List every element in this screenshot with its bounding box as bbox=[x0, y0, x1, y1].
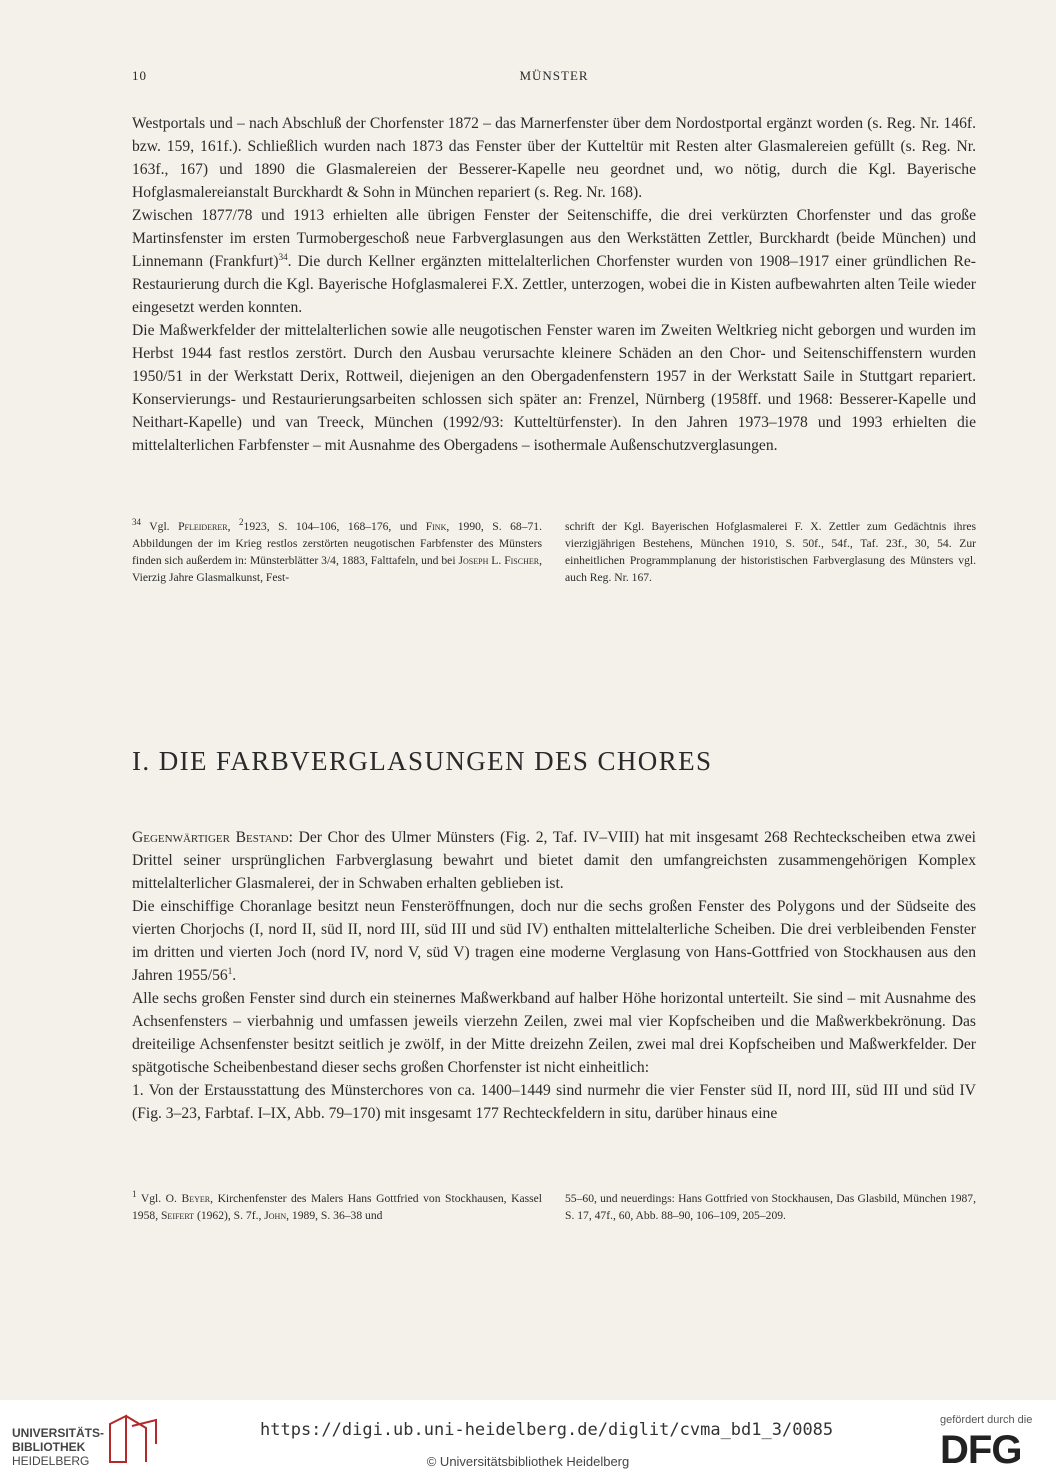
author-name: Beyer bbox=[181, 1192, 211, 1205]
paragraph: Zwischen 1877/78 und 1913 erhielten alle übrigen Fenster der Seitenschiffe, die drei verkürzten Chorfenster und das große Martinsfenster im ersten Turmobergeschoß neue Farbverglasungen aus den Werkstätten Zettler, Burckhardt (beide München) und Linnemann (Frankfurt)$^{34}$. Die durch Kellner ergänzten mittelalterlichen Chorfenster wurden von 1908–1917 einer gründlichen Re-Restaurierung durch die Kgl. Bayerische Hofglasmalerei F.X. Zettler, unterzogen, wobei die in Kisten aufbewahrten alten Teile wieder eingesetzt werden konnten. bbox=[132, 207, 976, 316]
copyright-notice: © Universitätsbibliothek Heidelberg bbox=[426, 1454, 630, 1469]
text-block-bottom bbox=[132, 826, 976, 1125]
funding-label: gefördert durch die bbox=[940, 1414, 1033, 1426]
author-name: John bbox=[264, 1209, 287, 1222]
viewer-footer bbox=[0, 1400, 1056, 1482]
paragraph: Gegenwärtiger Bestand: Der Chor des Ulmer Münsters (Fig. 2, Taf. IV–VIII) hat mit insgesamt 268 Rechteckscheiben etwa zwei Drittel seiner ursprünglichen Farbverglasung bewahrt und bietet damit den umfangreichsten zusammengehörigen Komplex mittelalterlicher Glasmalerei, der in Schwaben erhalten geblieben ist. bbox=[132, 829, 976, 892]
section-heading: I. DIE FARBVERGLASUNGEN DES CHORES bbox=[132, 746, 713, 776]
author-name: Pfleiderer bbox=[178, 520, 228, 533]
permalink-url[interactable]: https://digi.ub.uni-heidelberg.de/diglit/cvma_bd1_3/0085 bbox=[260, 1420, 834, 1440]
footnote-ref: 34 bbox=[278, 251, 288, 262]
text-block-top bbox=[132, 112, 976, 457]
author-name: Joseph L. Fischer bbox=[458, 554, 540, 567]
author-name: Seifert bbox=[160, 1209, 195, 1222]
paragraph: Die einschiffige Choranlage besitzt neun Fensteröffnungen, doch nur die sechs großen Fenster des Polygons und der Südseite des vierten Chorjochs (I, nord II, süd II, nord III, süd III und süd IV) enthalten mittelalterliche Scheiben. Die drei verbleibenden Fenster im dritten und vierten Joch (nord IV, nord V, süd V) tragen eine moderne Verglasung von Hans-Gottfried von Stockhausen aus den Jahren $1955/56^1$. bbox=[132, 898, 976, 984]
footnote-1-right: 55–60, und neuerdings: Hans Gottfried von Stockhausen, Das Glasbild, München 1987, S. 17, 47f., 60, Abb. 88–90, 106–109, 205–209. bbox=[565, 1192, 976, 1222]
footnote-ref: 1 bbox=[227, 965, 233, 976]
author-name: Fink bbox=[425, 520, 447, 533]
footnote-34-right: schrift der Kgl. Bayerischen Hofglasmalerei F. X. Zettler zum Gedächtnis ihres vierzigjährigen Bestehens, München 1910, S. 50f., 54f., Taf. 23f., 30, 54. Zur einheitlichen Programmplanung der historistischen Farbverglasung des Münsters vgl. auch Reg. Nr. 167. bbox=[565, 520, 976, 584]
dfg-logo[interactable]: DFG bbox=[940, 1428, 1022, 1472]
paragraph: Westportals und – nach Abschluß der Chorfenster 1872 – das Marnerfenster über dem Nordostportal ergänzt worden (s. Reg. Nr. 146f. bzw. 159, 161f.). Schließlich wurden nach 1873 das Fenster über der Kutteltür mit Resten alter Glasmalereien gefüllt (s. Reg. Nr. 163f., 167) und 1890 die Glasmalereien der Besserer-Kapelle neu geordnet und, wo nötig, durch die Kgl. Bayerische Hofglasmalereianstalt Burckhardt & Sohn in München repariert (s. Reg. Nr. 168). bbox=[132, 115, 976, 201]
page-number: 10 bbox=[132, 68, 147, 83]
paragraph: 1. Von der Erstausstattung des Münsterchores von ca. 1400–1449 sind nurmehr die vier Fenster süd II, nord III, süd III und süd IV (Fig. 3–23, Farbtaf. I–IX, Abb. 79–170) mit insgesamt 177 Rechteckfeldern in situ, darüber hinaus eine bbox=[132, 1082, 976, 1122]
footnote-34-left: $^{34}$ Vgl. Pfleiderer, $^2$1923, S. 104–106, 168–176, und Fink, 1990, S. 68–71. Abbildungen der im Krieg restlos zerstörten neugotischen Farbfenster des Münsters finden sich außerdem in: Münsterblätter 3/4, 1883, Falttafeln, und bei Joseph L. Fischer, Vierzig Jahre Glasmalkunst, Fest- bbox=[132, 517, 543, 584]
footnote-1-left: $^1$ Vgl. O. Beyer, Kirchenfenster des Malers Hans Gottfried von Stockhausen, Kassel 1958, Seifert (1962), S. 7f., John, 1989, S. 36–38 und bbox=[132, 1189, 543, 1222]
library-name[interactable]: UNIVERSITÄTS- BIBLIOTHEK HEIDELBERG bbox=[12, 1426, 105, 1468]
footnote-number: 34 bbox=[132, 517, 141, 528]
paragraph: Die Maßwerkfelder der mittelalterlichen sowie alle neugotischen Fenster waren im Zweiten Weltkrieg nicht geborgen und wurden im Herbst 1944 fast restlos zerstört. Durch den Ausbau verursachte kleinere Schäden an den Chor- und Seitenschiffenstern wurden 1950/51 in der Werkstatt Derix, Rottweil, diejenigen an den Obergadenfenstern 1957 in der Werkstatt Saile in Stuttgart repariert. Konservierungs- und Restaurierungsarbeiten schlossen sich später an: Frenzel, Nürnberg (1958ff. und 1968: Besserer-Kapelle und Neithart-Kapelle) und van Treeck, München (1992/93: Kutteltürfenster). In den Jahren 1973–1978 und 1993 erhielten die mittelalterlichen Farbfenster – mit Ausnahme des Obergadens – isothermale Außenschutzverglasungen. bbox=[132, 322, 976, 454]
running-title: MÜNSTER bbox=[519, 68, 589, 83]
footnote-number: 1 bbox=[132, 1189, 137, 1200]
run-in-label: Gegenwärtiger Bestand bbox=[132, 829, 289, 846]
paragraph: Alle sechs großen Fenster sind durch ein steinernes Maßwerkband auf halber Höhe horizontal unterteilt. Sie sind – mit Ausnahme des Achsenfensters – vierbahnig und umfassen jeweils vierzehn Zeilen, zwei mal vier Kopfscheiben und die Maßwerkbekrönung. Das dreiteilige Achsenfenster besitzt seitlich je zwölf, in der Mitte dreizehn Zeilen, zwei mal drei Kopfscheiben und Maßwerkfelder. Der spätgotische Scheibenbestand dieser sechs großen Chorfenster ist nicht einheitlich: bbox=[132, 990, 976, 1076]
